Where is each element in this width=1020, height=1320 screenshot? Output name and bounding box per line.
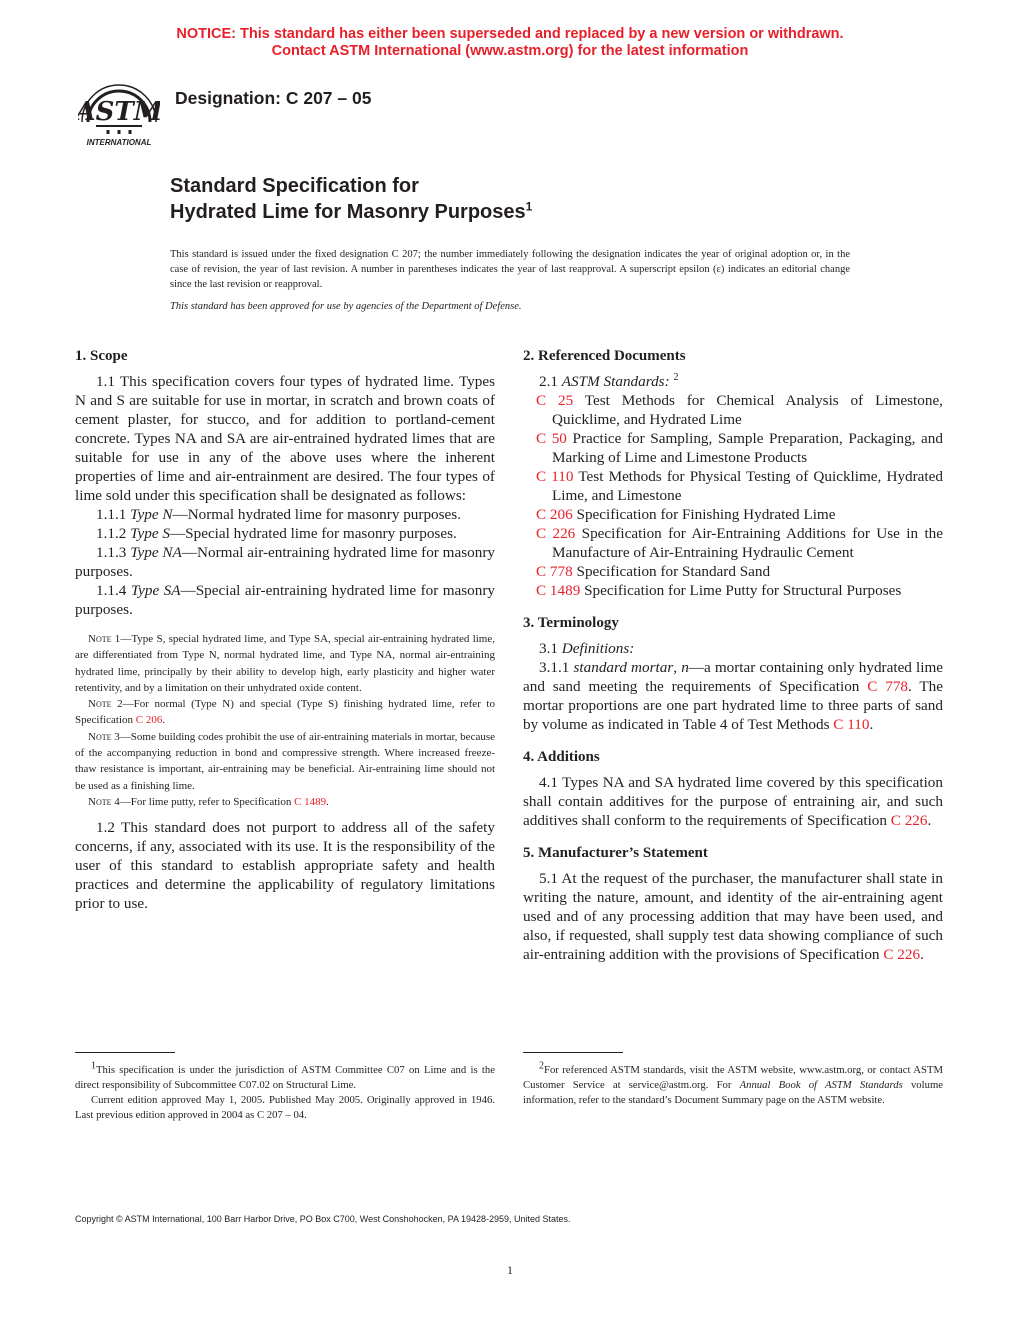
title-line-1: Standard Specification for (170, 175, 419, 197)
note-1: Note 1—Type S, special hydrated lime, and Type SA, special air-entraining hydrated lime, are differentiated from Type N, normal hydrated lime, and Type NA, normal air-entraining hydrated lime, principally by their ability to develop high, early plasticity and higher water retentivity, and by a limitation on their unhydrated oxide content. (75, 633, 495, 694)
right-column (523, 347, 943, 964)
link-c226[interactable]: C 226 (883, 946, 921, 963)
footnote-ref-2[interactable]: 2 (673, 371, 679, 383)
designation: Designation: C 207 – 05 (175, 88, 372, 108)
paragraph-5-1: 5.1 At the request of the purchaser, the manufacturer shall state in writing the nature, amount, and identity of the air-entraining agent used and of any processing addition that may have been used, and also, if requested, shall supply test data showing compliance of such air-entraining addition with the provisions of Specification C 226. (523, 870, 943, 963)
astm-standards-subheading: 2.1 ASTM Standards: $^2$ (539, 371, 679, 390)
section-heading-manufacturers-statement: 5. Manufacturer’s Statement (523, 845, 708, 861)
section-heading-scope: 1. Scope (75, 348, 128, 364)
ref-item: C 206 Specification for Finishing Hydrated Lime (536, 506, 836, 523)
document-title (170, 173, 532, 225)
type-na-item: 1.1.3 Type NA—Normal air-entraining hydrated lime for masonry purposes. (75, 544, 495, 580)
section-heading-additions: 4. Additions (523, 749, 600, 765)
notice-line-2: Contact ASTM International (www.astm.org) for the latest information (271, 43, 749, 59)
ref-link[interactable]: C 110 (536, 468, 574, 485)
link-c110[interactable]: C 110 (833, 716, 870, 733)
link-c226[interactable]: C 226 (890, 812, 928, 829)
referenced-standards-list (523, 391, 943, 600)
footnote-divider (523, 1052, 623, 1053)
ref-item: C 25 Test Methods for Chemical Analysis of Limestone, Quicklime, and Hydrated Lime (536, 392, 943, 428)
link-c1489[interactable]: C 1489 (294, 795, 327, 808)
definitions-subheading: 3.1 Definitions: (539, 640, 635, 657)
ref-link[interactable]: C 50 (536, 430, 567, 447)
footnote-1: 1This specification is under the jurisdiction of ASTM Committee C07 on Lime and is the direct responsibility of Subcommittee C07.02 on Structural Lime. Current edition approved May 1, 2005. Published May 2005. Originally approved in 1946. Last previous edition approved in 2004 as C 207 – 04. (75, 1060, 495, 1121)
logo-wordmark: INTERNATIONAL (86, 138, 152, 147)
ref-link[interactable]: C 1489 (536, 582, 581, 599)
dod-approval-statement: This standard has been approved for use by agencies of the Department of Defense. (170, 301, 522, 312)
ref-item: C 110 Test Methods for Physical Testing of Quicklime, Hydrated Lime, and Limestone (536, 468, 943, 504)
logo-letters: ASTM (78, 97, 160, 127)
copyright-notice: Copyright © ASTM International, 100 Barr Harbor Drive, PO Box C700, West Conshohocken, PA 19428-2959, United States. (75, 1214, 571, 1224)
ref-link[interactable]: C 778 (536, 563, 573, 580)
issued-statement: This standard is issued under the fixed designation C 207; the number immediately following the designation indicates the year of original adoption or, in the case of revision, the year of last revision. A number in parentheses indicates the year of last reapproval. A superscript epsilon (ε) indicates an editorial change since the last revision or reapproval. (170, 249, 850, 290)
link-c778[interactable]: C 778 (867, 678, 909, 695)
ref-item: C 50 Practice for Sampling, Sample Preparation, Packaging, and Marking of Lime and Limestone Products (536, 430, 943, 466)
type-sa-item: 1.1.4 Type SA—Special air-entraining hydrated lime for masonry purposes. (75, 582, 496, 618)
section-heading-terminology: 3. Terminology (523, 615, 619, 631)
type-s-item: 1.1.2 Type S—Special hydrated lime for masonry purposes. (96, 525, 457, 542)
superseded-notice (0, 26, 1020, 60)
paragraph-1-1: 1.1 This specification covers four types of hydrated lime. Types N and S are suitable for use in mortar, in scratch and brown coats of cement plaster, for stucco, and for addition to portland-cement concrete. Types NA and SA are air-entrained hydrated limes that are suitable for use in any of the above uses where the inherent properties of lime and air-entrainment are desired. The four types of lime sold under this specification shall be designated as follows: (75, 373, 495, 504)
footnote-2: 2For referenced ASTM standards, visit the ASTM website, www.astm.org, or contact ASTM Customer Service at service@astm.org. For Annual Book of ASTM Standards volume information, refer to the standard’s Document Summary page on the ASTM website. (523, 1060, 944, 1106)
paragraph-1-2: 1.2 This standard does not purport to address all of the safety concerns, if any, associated with its use. It is the responsibility of the user of this standard to establish appropriate safety and health practices and determine the applicability of regulatory limitations prior to use. (75, 819, 495, 913)
left-column (75, 347, 495, 913)
ref-link[interactable]: C 206 (536, 506, 573, 523)
footnote-divider (75, 1052, 175, 1053)
standard-mortar-definition: 3.1.1 standard mortar, n—a mortar containing only hydrated lime and sand meeting the requirements of Specification C 778. The mortar proportions are one part hydrated lime to three parts of sand by volume as indicated in Table 4 of Test Methods C 110. (523, 659, 944, 733)
ref-item: C 778 Specification for Standard Sand (536, 563, 771, 580)
title-footnote-ref[interactable]: 1 (525, 199, 533, 214)
ref-item: C 226 Specification for Air-Entraining Additions for Use in the Manufacture of Air-Entraining Hydraulic Cement (536, 525, 944, 561)
note-3: Note 3—Some building codes prohibit the use of air-entraining materials in mortar, because of the accompanying reduction in bond and compressive strength. Where increased freeze-thaw resistance is important, air-entraining may be beneficial. Air-entraining lime should not be used as a finishing lime. (75, 730, 495, 792)
link-c206[interactable]: C 206 (135, 714, 163, 727)
type-n-item: 1.1.1 Type N—Normal hydrated lime for masonry purposes. (96, 506, 461, 523)
section-heading-referenced-documents: 2. Referenced Documents (523, 348, 686, 364)
ref-item: C 1489 Specification for Lime Putty for Structural Purposes (536, 582, 902, 599)
paragraph-4-1: 4.1 Types NA and SA hydrated lime covered by this specification shall contain additives for the purpose of entraining air, and such additives shall conform to the requirements of Specification C 226. (523, 774, 943, 829)
page-number: 1 (507, 1263, 513, 1277)
ref-link[interactable]: C 25 (536, 392, 574, 409)
note-4: Note 4—For lime putty, refer to Specification C 1489. (88, 795, 329, 808)
notice-line-1: NOTICE: This standard has either been superseded and replaced by a new version or withdrawn. (176, 26, 844, 42)
title-line-2: Hydrated Lime for Masonry Purposes$^1$ (170, 199, 533, 223)
note-2: Note 2—For normal (Type N) and special (Type S) finishing hydrated lime, refer to Specification C 206. (75, 698, 495, 727)
ref-link[interactable]: C 226 (536, 525, 576, 542)
astm-logo (78, 72, 160, 148)
